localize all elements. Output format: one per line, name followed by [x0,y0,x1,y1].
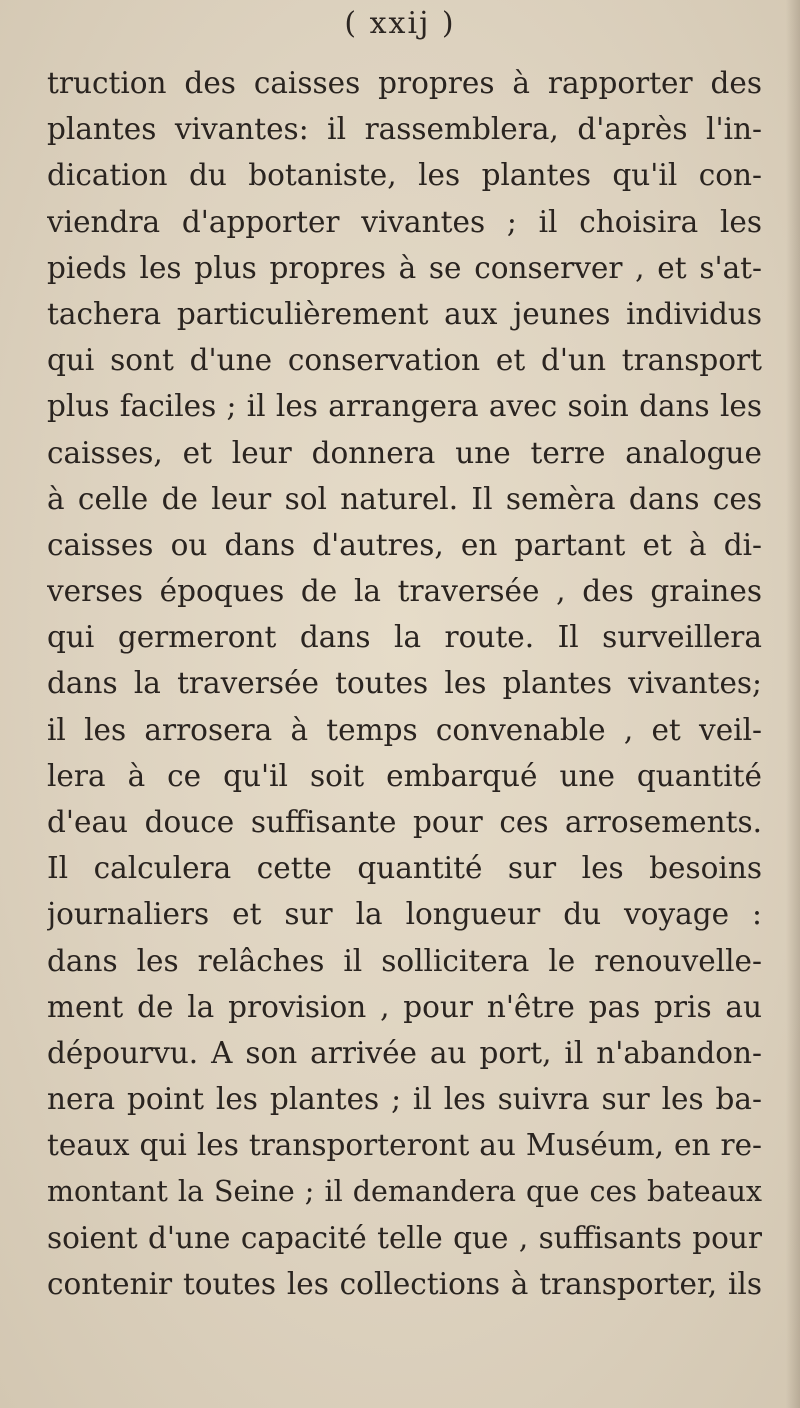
text-line: dication du botaniste, les plantes qu'il con- [47,158,762,193]
body-text [47,60,762,1307]
text-line: Il calculera cette quantité sur les besoins [47,851,762,886]
text-line: plantes vivantes: il rassemblera, d'après l'in- [47,112,762,147]
text-line: ment de la provision , pour n'être pas pris au [47,989,762,1024]
text-line: viendra d'apporter vivantes ; il choisira les [47,204,762,239]
text-line: teaux qui les transporteront au Muséum, en re- [47,1128,762,1163]
text-line: verses époques de la traversée , des graines [47,574,762,609]
text-line: truction des caisses propres à rapporter des [47,66,762,100]
text-line: plus faciles ; il les arrangera avec soin dans les [47,389,762,424]
text-line: lera à ce qu'il soit embarqué une quantité [47,758,762,793]
text-line: contenir toutes les collections à transporter, ils [47,1266,762,1301]
page-number: ( xxij ) [344,6,456,41]
text-line: journaliers et sur la longueur du voyage : [47,897,762,932]
text-line: caisses ou dans d'autres, en partant et à di- [47,527,762,562]
text-line: soient d'une capacité telle que , suffisants pour [47,1220,762,1255]
text-line: nera point les plantes ; il les suivra sur les ba- [47,1082,762,1117]
text-line: tachera particulièrement aux jeunes individus [47,296,762,331]
text-line: dépourvu. A son arrivée au port, il n'abandon- [47,1035,762,1070]
text-line: caisses, et leur donnera une terre analogue [47,435,762,470]
text-line: qui germeront dans la route. Il surveillera [47,620,762,655]
text-line: qui sont d'une conservation et d'un transport [47,343,762,378]
text-line: à celle de leur sol naturel. Il semèra dans ces [47,481,762,516]
page-edge-shadow [786,0,800,1408]
text-line: dans les relâches il sollicitera le renouvelle- [47,943,762,978]
text-line: il les arrosera à temps convenable , et veil- [47,712,762,747]
text-line: montant la Seine ; il demandera que ces bateaux [47,1174,762,1208]
text-line: d'eau douce suffisante pour ces arrosements. [47,805,762,839]
text-line: pieds les plus propres à se conserver , et s'at- [47,250,762,285]
text-line: dans la traversée toutes les plantes vivantes; [47,666,762,701]
